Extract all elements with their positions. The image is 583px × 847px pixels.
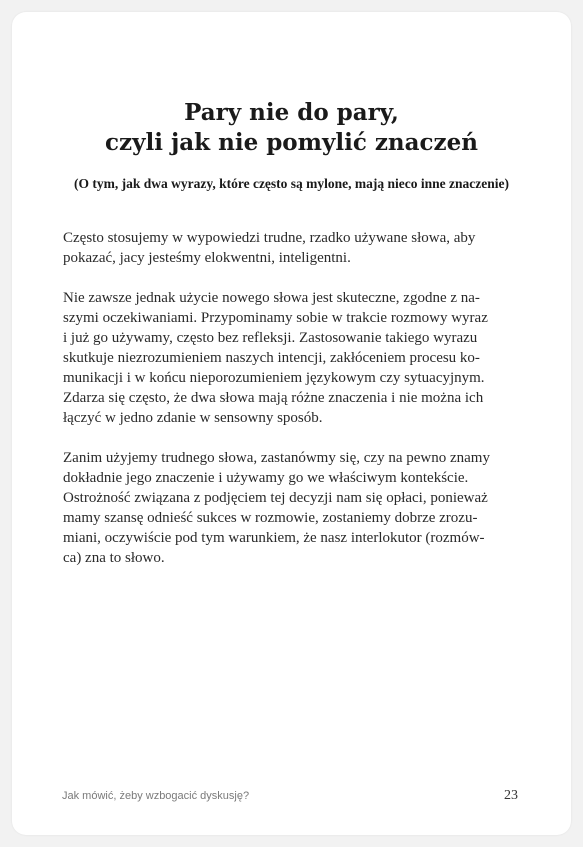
text-line: Często stosujemy w wypowiedzi trudne, rzadko używane słowa, aby [63,230,476,246]
text-line: i już go używamy, często bez refleksji. Zastosowanie takiego wyrazu [63,330,478,346]
paragraph-3 [63,448,525,568]
text-line: łączyć w jedno zdanie w sensowny sposób. [63,410,323,426]
title-line-2: czyli jak nie pomylić znaczeń [105,129,478,156]
page-number: 23 [504,788,518,803]
text-line: Nie zawsze jednak użycie nowego słowa jest skuteczne, zgodne z na- [63,290,480,306]
text-line: munikacji i w końcu nieporozumieniem językowym czy sytuacyjnym. [63,370,485,386]
document-page [12,12,571,835]
text-line: Zanim użyjemy trudnego słowa, zastanówmy się, czy na pewno znamy [63,450,490,466]
text-line: miani, oczywiście pod tym warunkiem, że nasz interlokutor (rozmów- [63,530,485,546]
text-line: szymi oczekiwaniami. Przypominamy sobie w trakcie rozmowy wyraz [63,310,488,326]
paragraph-1 [63,228,525,268]
text-line: skutkuje niezrozumieniem naszych intencji, zakłóceniem procesu ko- [63,350,480,366]
text-line: pokazać, jacy jesteśmy elokwentni, inteligentni. [63,250,351,266]
page-title [12,98,571,158]
text-line: Ostrożność związana z podjęciem tej decyzji nam się opłaci, ponieważ [63,490,488,506]
text-line: dokładnie jego znaczenie i używamy go we właściwym kontekście. [63,470,469,486]
footer-book-title: Jak mówić, żeby wzbogacić dyskusję? [62,790,250,802]
body-text [63,228,525,588]
paragraph-2 [63,288,525,428]
text-line: Zdarza się często, że dwa słowa mają różne znaczenia i nie można ich [63,390,484,406]
text-line: mamy szansę odnieść sukces w rozmowie, zostaniemy dobrze zrozu- [63,510,478,526]
text-line: ca) zna to słowo. [63,550,165,566]
page-subtitle: (O tym, jak dwa wyrazy, które często są mylone, mają nieco inne znaczenie) [73,176,510,191]
title-line-1: Pary nie do pary, [184,99,399,126]
